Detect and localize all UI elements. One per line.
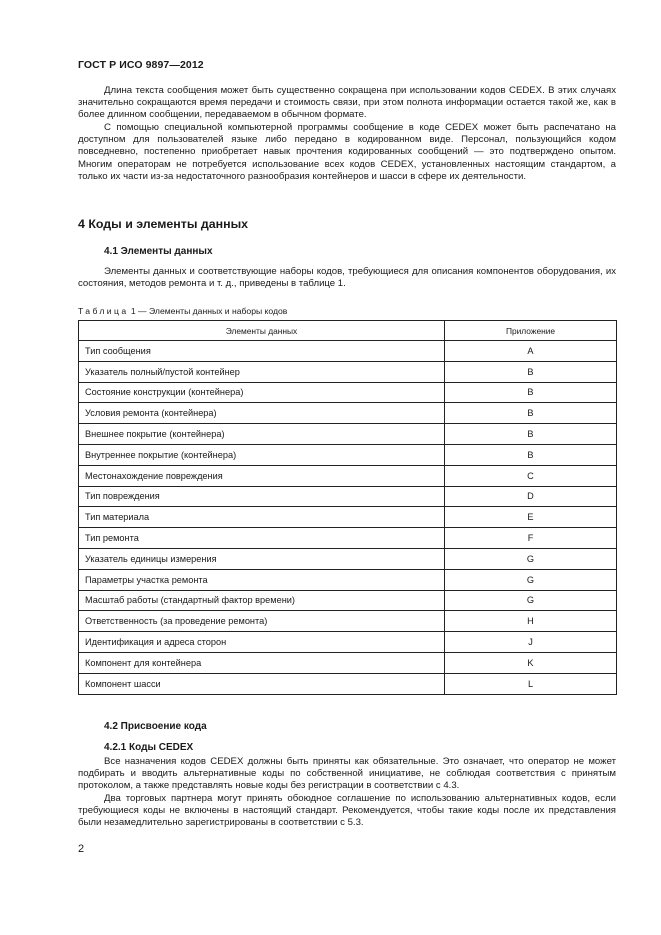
data-element-cell: Указатель единицы измерения <box>79 548 445 569</box>
annex-cell: B <box>445 444 617 465</box>
page-number: 2 <box>78 843 85 855</box>
annex-cell: G <box>445 548 617 569</box>
data-element-cell: Состояние конструкции (контейнера) <box>79 382 445 403</box>
data-element-cell: Внутреннее покрытие (контейнера) <box>79 444 445 465</box>
annex-cell: B <box>445 361 617 382</box>
data-element-cell: Компонент для контейнера <box>79 652 445 673</box>
section-4-2-title: 4.2 Присвоение кода <box>104 721 207 732</box>
table-row <box>79 424 617 445</box>
table-row <box>79 632 617 653</box>
section-4-2-1-paragraph-1: Все назначения кодов CEDEX должны быть приняты как обязательные. Это означает, что оператор не может подбирать и вводить альтернативные коды по собственной инициативе, не соблюдая соответствия с принятым протоколом, а также представлять новые коды без регистрации в соответствии с 4.3. <box>78 756 616 792</box>
annex-cell: J <box>445 632 617 653</box>
annex-cell: L <box>445 673 617 694</box>
data-element-cell: Внешнее покрытие (контейнера) <box>79 424 445 445</box>
table-row <box>79 444 617 465</box>
table-row <box>79 673 617 694</box>
annex-cell: G <box>445 569 617 590</box>
table-row <box>79 341 617 362</box>
annex-cell: B <box>445 424 617 445</box>
intro-paragraph-2: С помощью специальной компьютерной программы сообщение в коде CEDEX может быть распечатано на доступном для пользователей языке либо передано в кодированном виде. Персонал, пользующийся кодом повседневно, постепенно приобретает навык прочтения кодированных сообщений — это подтверждено опытом. Многим операторам не потребуется использование всех кодов CEDEX, установленных настоящим стандартом, а только их части из-за недостаточного разнообразия контейнеров и шасси в сфере их деятельности. <box>78 122 616 182</box>
data-element-cell: Ответственность (за проведение ремонта) <box>79 611 445 632</box>
annex-cell: G <box>445 590 617 611</box>
section-4-1-text: Элементы данных и соответствующие наборы кодов, требующиеся для описания компонентов оборудования, их состояния, методов ремонта и т. д., приведены в таблице 1. <box>78 266 616 290</box>
data-element-cell: Масштаб работы (стандартный фактор времени) <box>79 590 445 611</box>
table-row <box>79 611 617 632</box>
annex-cell: B <box>445 403 617 424</box>
data-elements-table <box>78 320 617 695</box>
intro-paragraph-1: Длина текста сообщения может быть существенно сокращена при использовании кодов CEDEX. В этих случаях значительно сокращаются время передачи и стоимость связи, при этом полнота информации остается такой же, как в более длинном сообщении, передаваемом в обычном формате. <box>78 85 616 121</box>
table-row <box>79 465 617 486</box>
data-element-cell: Параметры участка ремонта <box>79 569 445 590</box>
table-caption-label: Таблица <box>78 306 129 316</box>
table-row <box>79 382 617 403</box>
table-row <box>79 486 617 507</box>
annex-cell: C <box>445 465 617 486</box>
table-row <box>79 548 617 569</box>
table-caption <box>78 306 287 316</box>
table-row <box>79 507 617 528</box>
table-row <box>79 361 617 382</box>
section-4-2-1-title: 4.2.1 Коды CEDEX <box>104 742 194 753</box>
annex-cell: D <box>445 486 617 507</box>
section-4-title: 4 Коды и элементы данных <box>78 217 249 231</box>
annex-cell: K <box>445 652 617 673</box>
data-element-cell: Компонент шасси <box>79 673 445 694</box>
section-4-1-title: 4.1 Элементы данных <box>104 246 213 257</box>
table-row <box>79 590 617 611</box>
data-element-cell: Тип сообщения <box>79 341 445 362</box>
data-element-cell: Указатель полный/пустой контейнер <box>79 361 445 382</box>
data-element-cell: Местонахождение повреждения <box>79 465 445 486</box>
annex-cell: H <box>445 611 617 632</box>
table-caption-text: 1 — Элементы данных и наборы кодов <box>128 306 288 316</box>
data-element-cell: Тип повреждения <box>79 486 445 507</box>
table-header-row <box>79 321 617 341</box>
table-row <box>79 528 617 549</box>
annex-cell: E <box>445 507 617 528</box>
data-element-cell: Условия ремонта (контейнера) <box>79 403 445 424</box>
annex-cell: F <box>445 528 617 549</box>
table-row <box>79 652 617 673</box>
annex-cell: A <box>445 341 617 362</box>
data-element-cell: Тип ремонта <box>79 528 445 549</box>
header-data-elements: Элементы данных <box>79 321 445 341</box>
document-header: ГОСТ Р ИСО 9897—2012 <box>78 59 204 71</box>
section-4-2-1-paragraph-2: Два торговых партнера могут принять обоюдное соглашение по использованию альтернативных кодов, если требующиеся коды не включены в настоящий стандарт. Рекомендуется, чтобы такие коды после их представления были незамедлительно зарегистрированы в соответствии с 5.3. <box>78 793 616 829</box>
table-row <box>79 403 617 424</box>
data-element-cell: Тип материала <box>79 507 445 528</box>
table-row <box>79 569 617 590</box>
annex-cell: B <box>445 382 617 403</box>
data-element-cell: Идентификация и адреса сторон <box>79 632 445 653</box>
header-annex: Приложение <box>445 321 617 341</box>
